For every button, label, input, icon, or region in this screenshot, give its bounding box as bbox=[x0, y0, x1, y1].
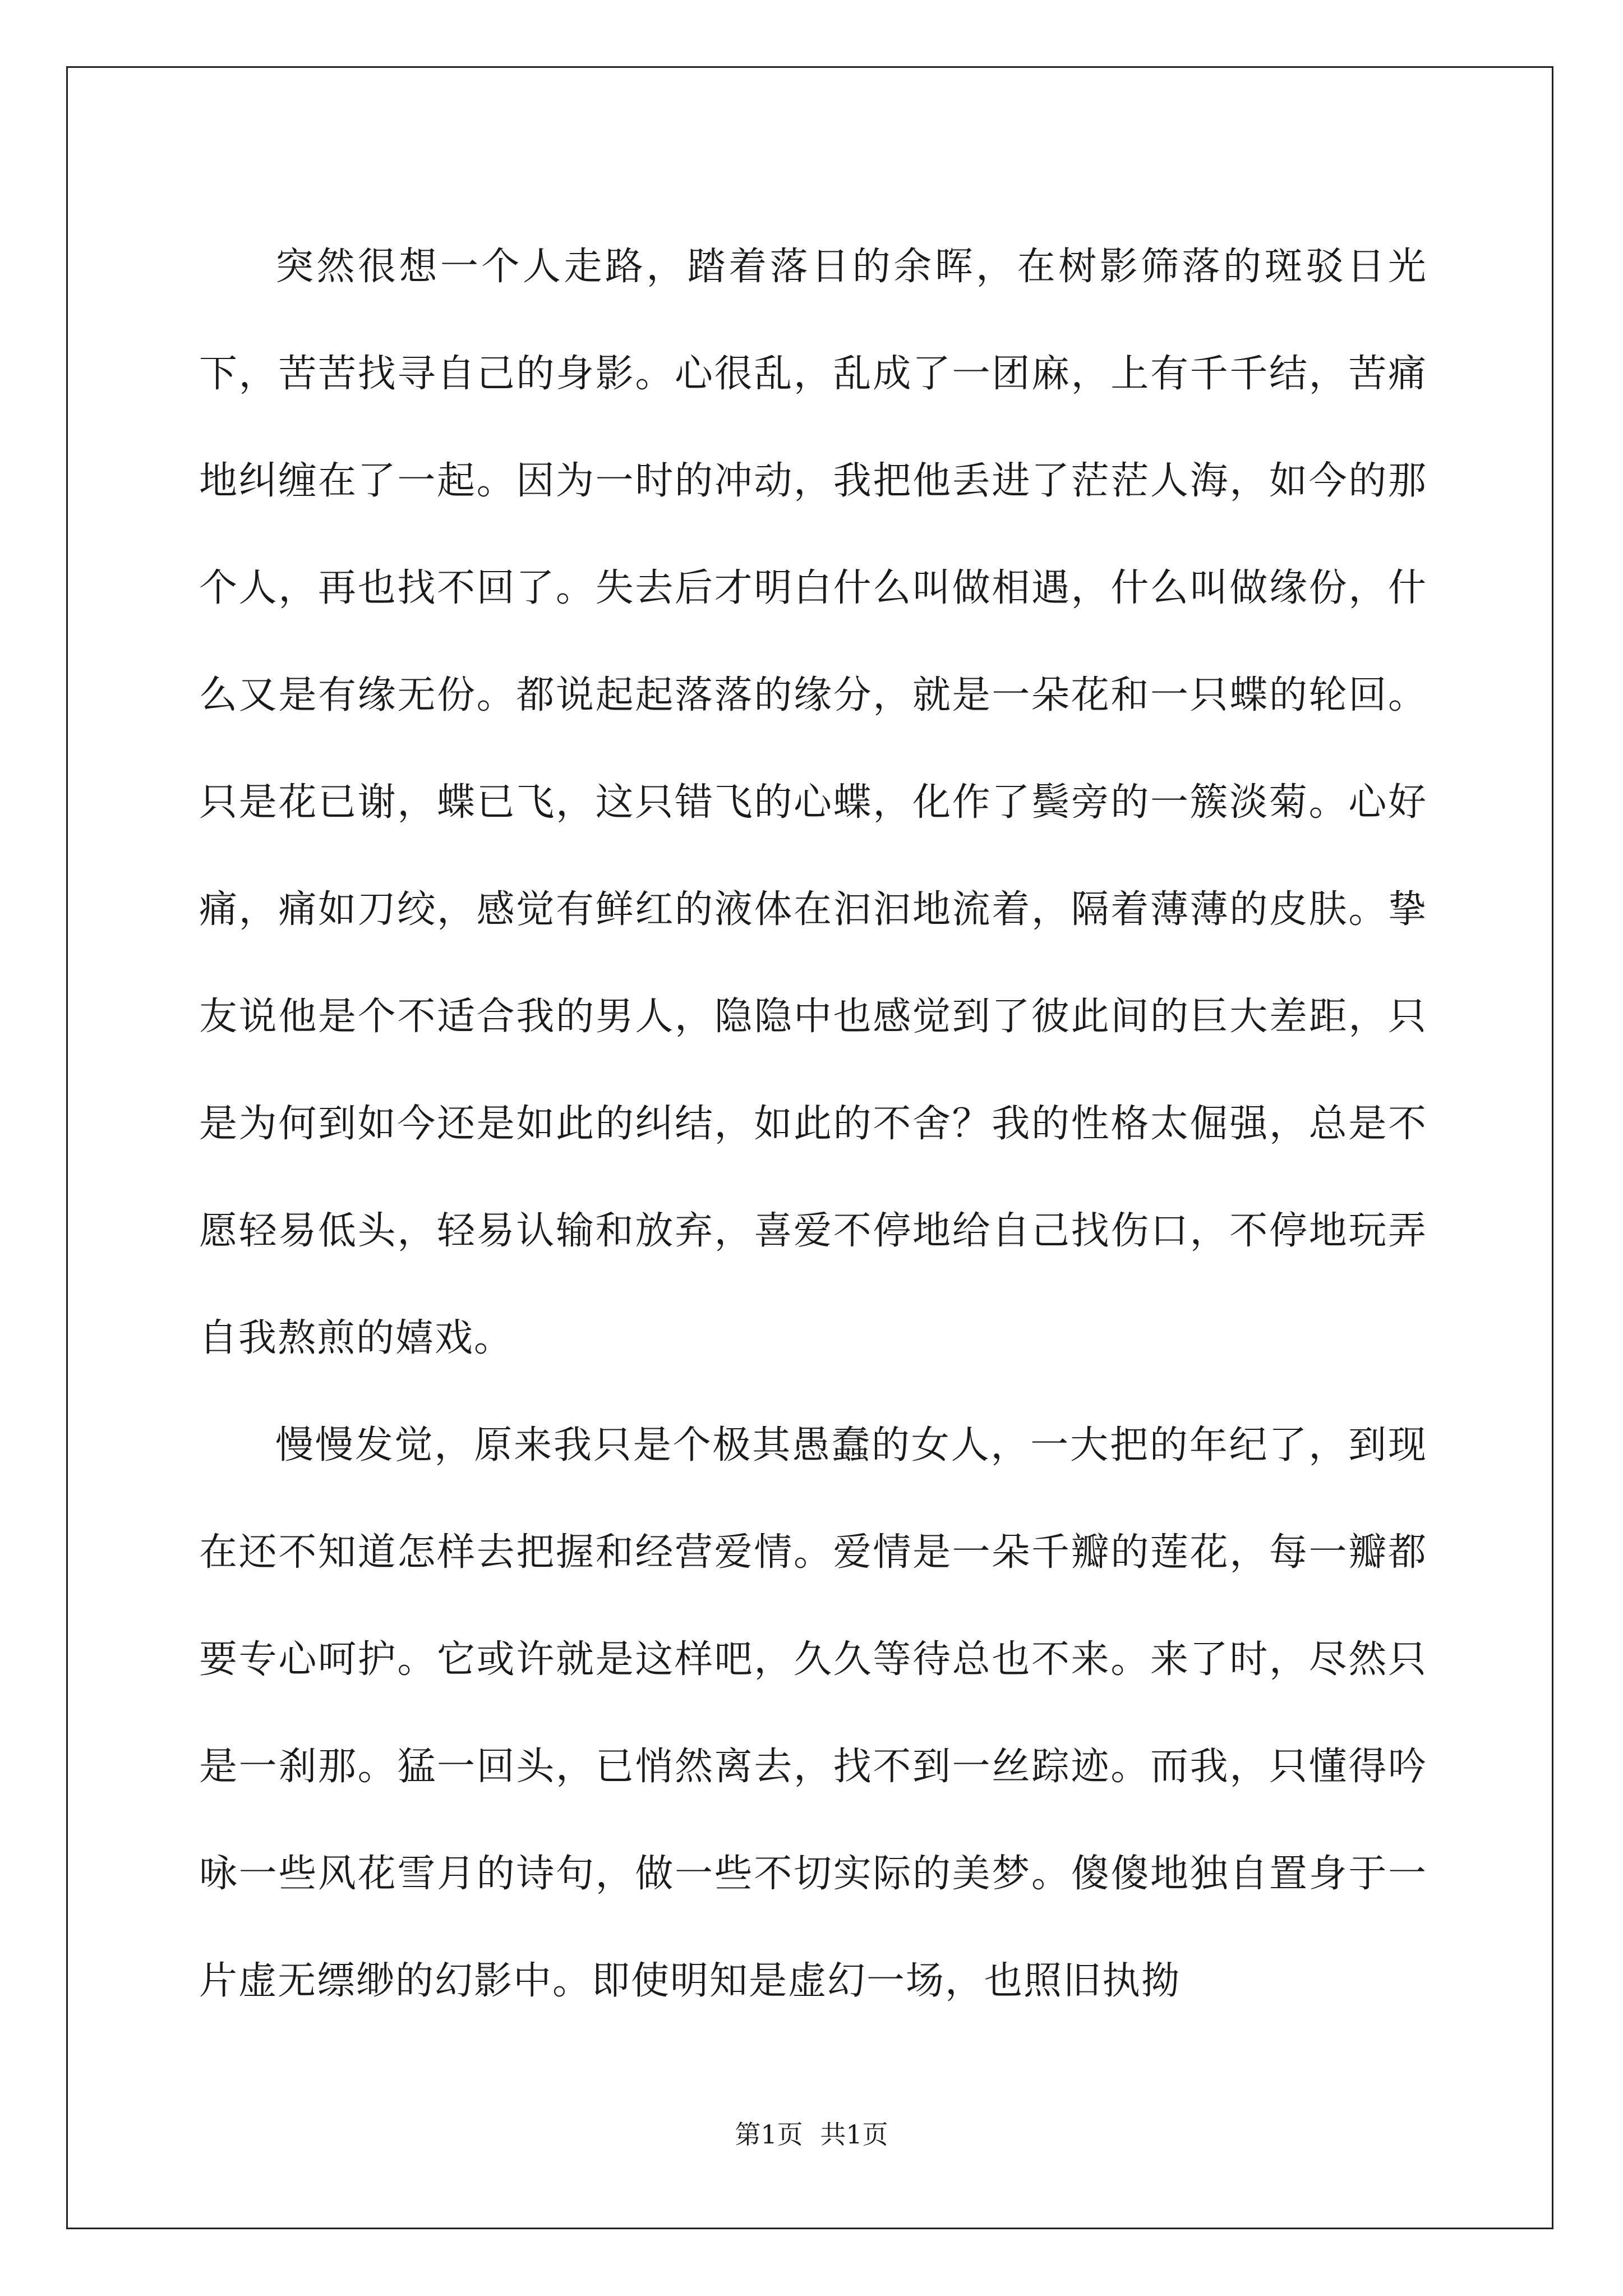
current-page-label: 第1页 bbox=[735, 2119, 803, 2150]
page-footer bbox=[0, 2118, 1623, 2151]
paragraph-1: 突然很想一个人走路，踏着落日的余晖，在树影筛落的斑驳日光下，苦苦找寻自己的身影。心很乱，乱成了一团麻，上有千千结，苦痛地纠缠在了一起。因为一时的冲动，我把他丢进了茫茫人海，如今的那个人，再也找不回了。失去后才明白什么叫做相遇，什么叫做缘份，什么又是有缘无份。都说起起落落的缘分，就是一朵花和一只蝶的轮回。只是花已谢，蝶已飞，这只错飞的心蝶，化作了鬓旁的一簇淡菊。心好痛，痛如刀绞，感觉有鲜红的液体在汩汩地流着，隔着薄薄的皮肤。挚友说他是个不适合我的男人，隐隐中也感觉到了彼此间的巨大差距，只是为何到如今还是如此的纠结，如此的不舍？我的性格太倔强，总是不愿轻易低头，轻易认输和放弃，喜爱不停地给自己找伤口，不停地玩弄自我熬煎的嬉戏。 bbox=[199, 245, 1427, 1360]
paragraph-2: 慢慢发觉，原来我只是个极其愚蠢的女人，一大把的年纪了，到现在还不知道怎样去把握和经营爱情。爱情是一朵千瓣的莲花，每一瓣都要专心呵护。它或许就是这样吧，久久等待总也不来。来了时，尽然只是一刹那。猛一回头，已悄然离去，找不到一丝踪迹。而我，只懂得吟咏一些风花雪月的诗句，做一些不切实际的美梦。傻傻地独自置身于一片虚无缥缈的幻影中。即使明知是虚幻一场，也照旧执拗 bbox=[199, 1423, 1427, 2003]
total-pages-label: 共1页 bbox=[820, 2119, 888, 2150]
document-body bbox=[199, 213, 1427, 2035]
